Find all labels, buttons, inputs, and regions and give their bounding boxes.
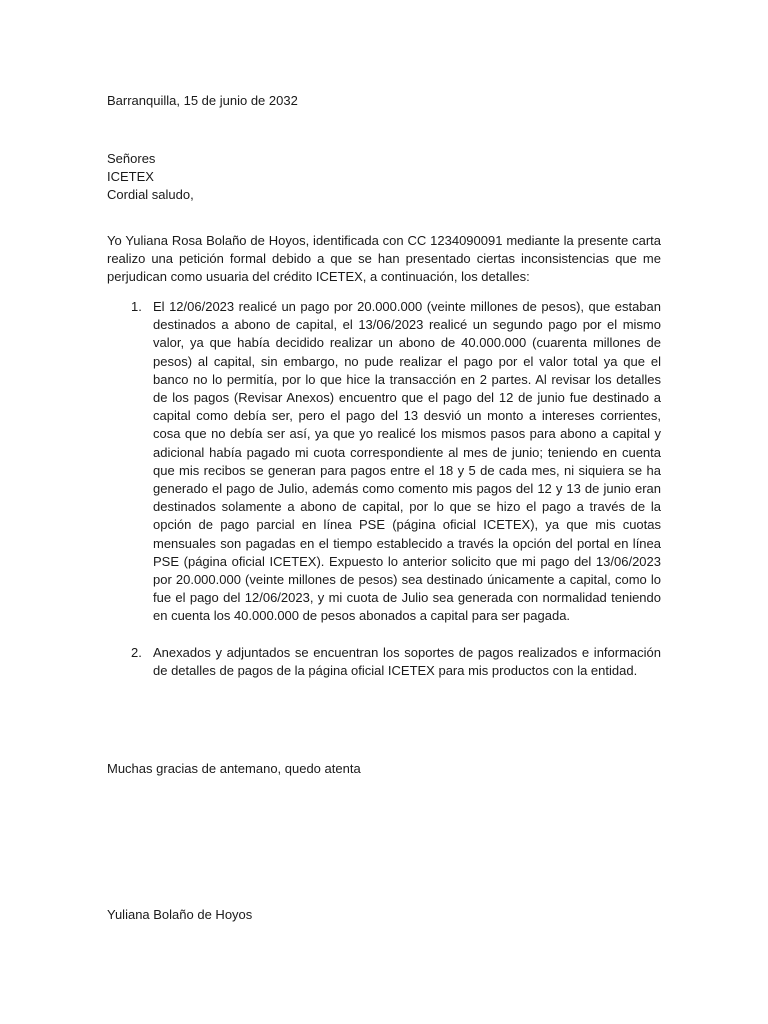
recipient-organization: ICETEX xyxy=(107,169,154,185)
intro-paragraph: Yo Yuliana Rosa Bolaño de Hoyos, identificada con CC 1234090091 mediante la presente carta realizo una petición formal debido a que se han presentado ciertas inconsistencias que me perjudican como usuaria del crédito ICETEX, a continuación, los detalles: xyxy=(107,233,661,285)
details-list xyxy=(107,298,661,680)
date-line: Barranquilla, 15 de junio de 2032 xyxy=(107,93,298,108)
list-item-number: 2. xyxy=(131,644,142,660)
recipient-block xyxy=(107,150,661,205)
list-item-text: Anexados y adjuntados se encuentran los soportes de pagos realizados e información de detalles de pagos de la página oficial ICETEX para mis productos con la entidad. xyxy=(153,644,661,678)
list-item-number: 1. xyxy=(131,299,142,314)
list-item xyxy=(107,298,661,626)
greeting-line: Cordial saludo, xyxy=(107,187,194,203)
list-item xyxy=(107,644,661,680)
signature-name: Yuliana Bolaño de Hoyos xyxy=(107,907,253,922)
closing-line: Muchas gracias de antemano, quedo atenta xyxy=(107,761,361,776)
recipient-salutation: Señores xyxy=(107,151,156,166)
list-item-text: El 12/06/2023 realicé un pago por 20.000.000 (veinte millones de pesos), que estaban destinados a abono de capital, el 13/06/2023 realicé un segundo pago por el mismo valor, ya que había decidido realizar un abono de 40.000.000 (cuarenta millones de pesos) al capital, sin embargo, no pude realizar el pago por el valor total ya que el banco no lo permitía, por lo que hice la transacción en 2 partes. Al revisar los detalles de los pagos (Revisar Anexos) encuentro que el pago del 12 de junio fue destinado a capital como debía ser, pero el pago del 13 desvió un monto a intereses corrientes, cosa que no debía ser así, ya que yo realicé los mismos pasos para abono a capital y adicional había pagado mi cuota correspondiente al mes de junio; teniendo en cuenta que mis recibos se generan para pagos entre el 18 y 5 de cada mes, ni siquiera se ha generado el pago de Julio, además como comento mis pagos del 12 y 13 de junio eran destinados solamente a abono de capital, por lo que se hizo el pago a través de la opción de pago parcial en línea PSE (página oficial ICETEX), ya que mis cuotas mensuales son pagadas en el tiempo establecido a través la opción del portal en línea PSE (página oficial ICETEX). Expuesto lo anterior solicito que mi pago del 13/06/2023 por 20.000.000 (veinte millones de pesos) sea destinado únicamente a capital, como lo fue el pago del 12/06/2023, y mi cuota de Julio sea generada con normalidad teniendo en cuenta los 40.000.000 de pesos abonados a capital para ser pagada. xyxy=(153,299,661,624)
